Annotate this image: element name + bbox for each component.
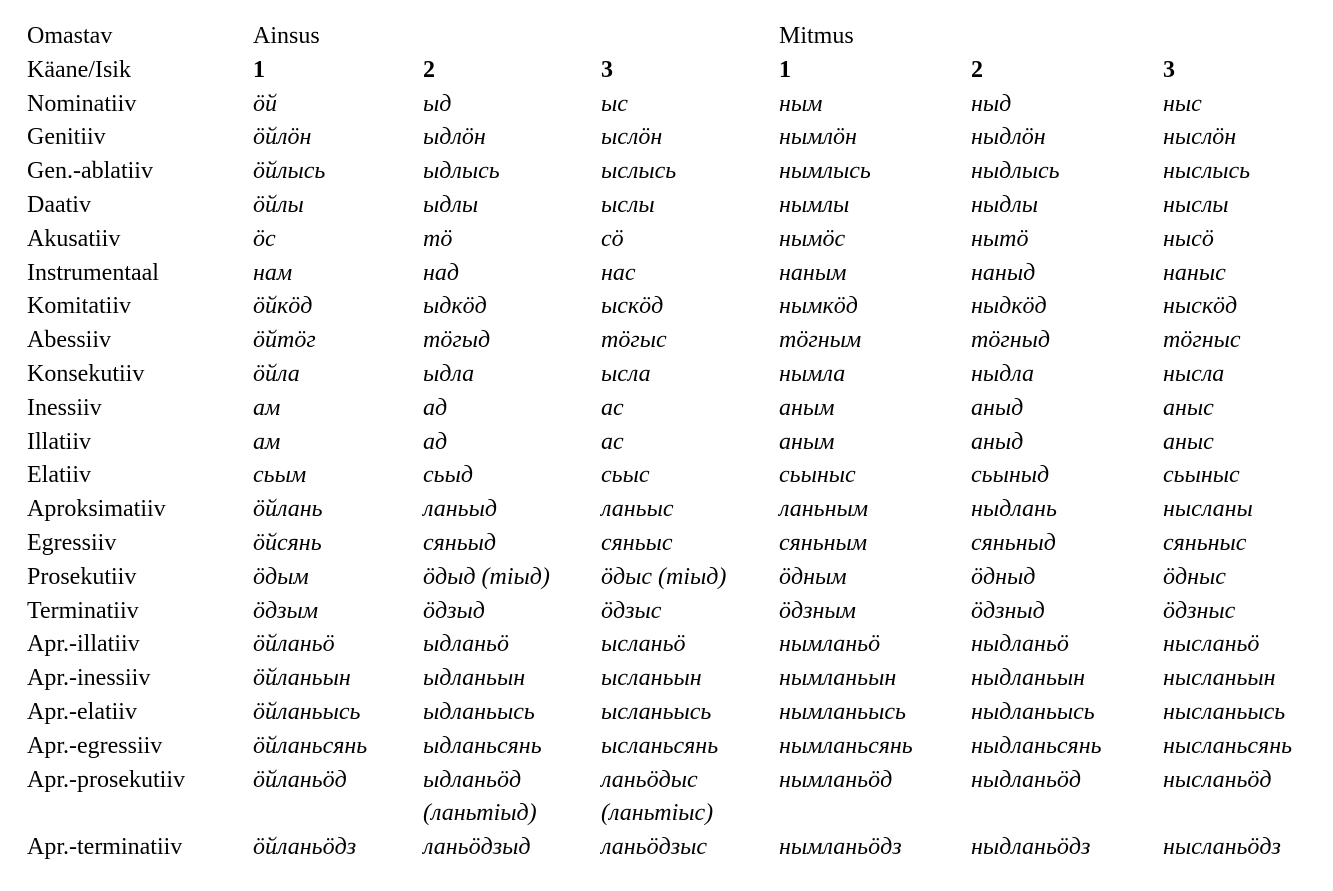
case-form: ӧйлысь [253,158,326,185]
case-form: ныдланьысь [971,698,1095,725]
case-form: ыдла [423,360,475,387]
case-form: ныслӧн [1163,124,1237,151]
header-person-number: 3 [601,56,613,83]
case-form: ӧйланьын [253,665,351,692]
case-form: тӧ [423,225,453,252]
case-form: ныслысь [1163,158,1251,185]
header-person-number: 2 [971,56,983,83]
case-form: наныс [1163,259,1226,286]
case-form: ныдланьӧд [971,766,1082,793]
case-form: сяньныд [971,529,1056,556]
case-form: наным [779,259,847,286]
case-form: сьыс [601,462,650,489]
case-form: нысланьысь [1163,698,1286,725]
case-form: ӧдзым [253,597,319,624]
header-omastav: Omastav [27,23,113,49]
case-form: нысланьӧ [1163,631,1260,658]
case-form: ыслӧн [601,124,663,151]
case-form: ад [423,394,448,421]
case-form: ыдлысь [423,158,500,185]
case-label: Egressiiv [27,529,117,556]
case-form: ныдланьын [971,665,1086,692]
case-form: ныслa [1163,360,1225,387]
case-form: ныдлы [971,191,1039,218]
case-label: Genitiiv [27,124,106,151]
possessive-suffix-table [27,20,1333,865]
header-kaane-isik: Käane/Isik [27,56,131,83]
case-label: Aproksimatiiv [27,496,166,523]
header-person-number: 3 [1163,56,1175,83]
case-label: Apr.-prosekutiiv [27,766,185,793]
case-form: ныдлӧн [971,124,1046,151]
case-form: ныдкӧд [971,293,1047,320]
header-spacer [1163,20,1333,54]
case-form: ныс [1163,90,1202,117]
case-form: ыслысь [601,158,677,185]
case-form: нымлы [779,191,850,218]
case-form: сяньыд [423,529,497,556]
case-form: ысланьын [601,665,702,692]
case-form: нымлӧн [779,124,857,151]
case-form: ысланьӧ [601,631,686,658]
case-form: ӧйлань [253,496,323,523]
case-form: ӧдым [253,563,309,590]
case-label: Apr.-egressiiv [27,732,163,759]
case-form: нымланьӧд [779,766,893,793]
case-form: ыд [423,90,452,117]
case-form: ыскӧд [601,293,664,320]
header-person-number: 1 [253,56,265,83]
case-form: ыдланьӧд (ланьтiыд) [423,766,537,827]
case-form: ӧдныс [1163,563,1226,590]
case-form: нысланьын [1163,665,1276,692]
case-form: ыдлы [423,191,479,218]
case-form: ыдланьысь [423,698,535,725]
case-form: ысланьысь [601,698,712,725]
header-ainsus: Ainsus [253,23,320,49]
case-form: ӧйланьӧдз [253,834,357,861]
case-form: ланьным [779,496,869,523]
case-form: ӧйланьӧд [253,766,347,793]
case-form: ӧдзыс [601,597,662,624]
case-form: нам [253,259,293,286]
case-form: ӧс [253,225,276,252]
case-form: аным [779,394,835,421]
case-form: ӧйлы [253,191,304,218]
case-form: ӧдзным [779,597,856,624]
case-form: ыслы [601,191,655,218]
case-label: Komitatiiv [27,293,131,320]
case-label: Illatiiv [27,428,91,455]
case-form: ысла [601,360,651,387]
case-form: ӧйлӧн [253,124,312,151]
case-form: ад [423,428,448,455]
case-label: Apr.-illatiiv [27,631,140,658]
case-form: ӧйланьсянь [253,732,368,759]
case-form: наныд [971,259,1036,286]
case-label: Apr.-elatiiv [27,698,137,725]
case-form: ам [253,394,281,421]
case-form: сӧ [601,225,624,252]
case-form: ныдланьсянь [971,732,1102,759]
case-form: ланьӧдзыс [601,834,707,861]
case-label: Terminatiiv [27,597,139,624]
case-form: аныс [1163,428,1214,455]
case-label: Akusatiiv [27,225,121,252]
case-form: сяньным [779,529,868,556]
case-form: аныд [971,394,1024,421]
case-form: ныдлань [971,496,1057,523]
case-form: ӧдным [779,563,847,590]
case-form: ӧйтӧг [253,327,316,354]
case-label: Daativ [27,191,91,218]
case-form: сьыд [423,462,473,489]
case-form: тӧгныд [971,327,1050,354]
case-form: нысланы [1163,496,1253,523]
case-form: ыдланьӧ [423,631,509,658]
case-form: сьыныс [1163,462,1240,489]
case-form: ланьыд [423,496,497,523]
case-form: тӧгныс [1163,327,1241,354]
header-spacer [601,20,779,54]
case-label: Instrumentaal [27,259,159,286]
case-form: ыдлӧн [423,124,486,151]
case-form: аныд [971,428,1024,455]
case-form: нытӧ [971,225,1029,252]
case-label: Abessiiv [27,327,111,354]
case-form: ӧйла [253,360,300,387]
header-person-number: 1 [779,56,791,83]
case-form: ӧдыс (тiыд) [601,563,727,590]
case-label: Inessiiv [27,394,102,421]
case-form: ыс [601,90,628,117]
case-form: ӧдыд (тiыд) [423,563,550,590]
case-form: ныдла [971,360,1035,387]
case-form: ӧйкӧд [253,293,313,320]
case-form: нымланьсянь [779,732,913,759]
case-form: нас [601,259,636,286]
case-form: нымӧс [779,225,846,252]
case-form: ӧйланьӧ [253,631,335,658]
case-form: ланьыс [601,496,674,523]
case-form: нымлысь [779,158,871,185]
case-label: Apr.-terminatiiv [27,834,183,861]
case-form: нысланьӧдз [1163,834,1281,861]
case-form: нысӧ [1163,225,1214,252]
case-form: ыдкӧд [423,293,487,320]
case-form: ӧйсянь [253,529,322,556]
case-form: ӧй [253,90,277,117]
case-form: сяньныс [1163,529,1247,556]
header-spacer [971,20,1163,54]
case-form: нымланьын [779,665,897,692]
case-label: Konsekutiiv [27,360,145,387]
case-form: нымланьысь [779,698,906,725]
case-form: аным [779,428,835,455]
case-form: ныдлысь [971,158,1060,185]
header-mitmus: Mitmus [779,23,854,49]
case-form: аныс [1163,394,1214,421]
case-form: сьыныс [779,462,856,489]
case-form: ныд [971,90,1012,117]
case-form: сьыныд [971,462,1050,489]
case-form: ланьӧдыс (ланьтiыс) [601,766,714,827]
case-form: ӧйланьысь [253,698,361,725]
case-form: ас [601,394,624,421]
case-form: ӧдзныс [1163,597,1236,624]
header-spacer [423,20,601,54]
case-form: ныскӧд [1163,293,1238,320]
case-form: ныслы [1163,191,1229,218]
case-form: ыдланьын [423,665,526,692]
case-form: ӧдзныд [971,597,1045,624]
case-form: сьым [253,462,307,489]
case-form: ысланьсянь [601,732,719,759]
case-label: Nominatiiv [27,90,137,117]
case-form: сяньыс [601,529,673,556]
case-form: ӧдныд [971,563,1036,590]
case-form: над [423,259,460,286]
case-form: ӧдзыд [423,597,485,624]
case-form: тӧгыс [601,327,667,354]
case-label: Prosekutiiv [27,563,137,590]
case-form: ас [601,428,624,455]
case-form: нымкӧд [779,293,858,320]
case-form: нысланьӧд [1163,766,1272,793]
case-label: Elatiiv [27,462,91,489]
case-form: нымланьӧ [779,631,881,658]
case-form: тӧгыд [423,327,491,354]
case-label: Apr.-inessiiv [27,665,151,692]
header-person-number: 2 [423,56,435,83]
case-form: ныдланьӧ [971,631,1069,658]
case-form: ланьӧдзыд [423,834,531,861]
case-form: нымла [779,360,846,387]
case-form: нымланьӧдз [779,834,902,861]
case-form: нысланьсянь [1163,732,1293,759]
case-form: ныдланьӧдз [971,834,1091,861]
case-label: Gen.-ablatiiv [27,158,153,185]
case-form: тӧгным [779,327,862,354]
case-form: ыдланьсянь [423,732,542,759]
case-form: ным [779,90,823,117]
case-form: ам [253,428,281,455]
